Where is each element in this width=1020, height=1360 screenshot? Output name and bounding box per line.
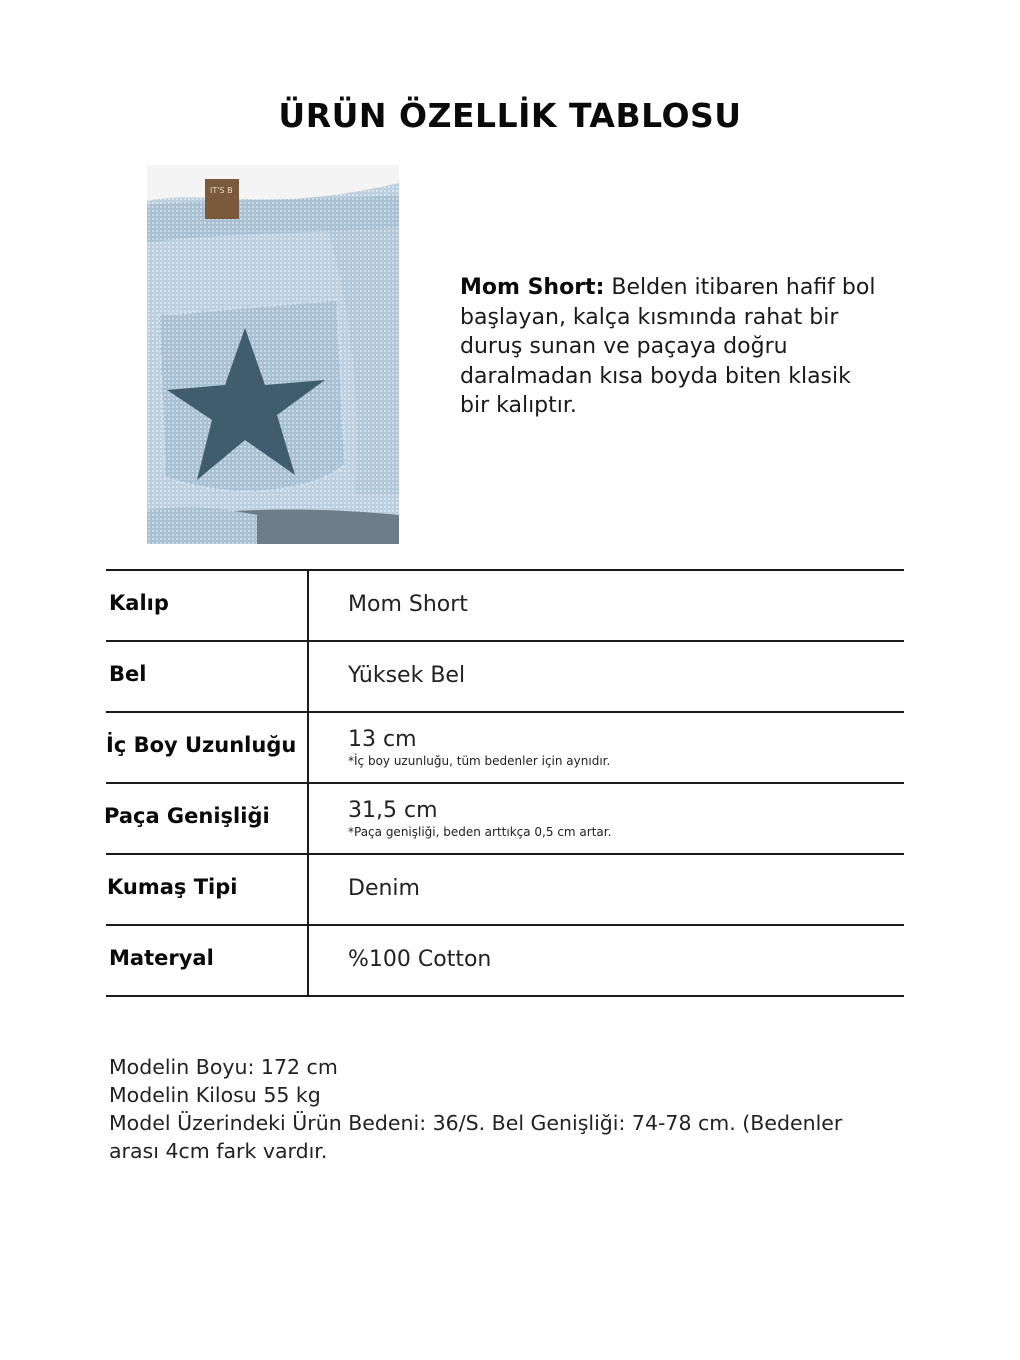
spec-value: 31,5 cm [348, 798, 438, 823]
model-info-line: Modelin Boyu: 172 cm [109, 1055, 338, 1079]
spec-note: *İç boy uzunluğu, tüm bedenler için aynıdır. [348, 754, 611, 768]
spec-row-paca [106, 782, 904, 853]
spec-row-bel [106, 640, 904, 711]
spec-label: Materyal [109, 946, 214, 970]
spec-row-kalip [106, 569, 904, 640]
spec-value: %100 Cotton [348, 947, 492, 972]
description-line: başlayan, kalça kısmında rahat bir [460, 304, 839, 330]
description-line: bir kalıptır. [460, 393, 577, 418]
column-divider [307, 642, 309, 711]
spec-value-group [348, 798, 611, 839]
column-divider [307, 926, 309, 995]
column-divider [307, 713, 309, 782]
column-divider [307, 784, 309, 853]
spec-label: Kumaş Tipi [107, 875, 238, 899]
model-info-line: Model Üzerindeki Ürün Bedeni: 36/S. Bel Genişliği: 74-78 cm. (Bedenler [109, 1111, 843, 1135]
model-info-line: Modelin Kilosu 55 kg [109, 1083, 321, 1107]
product-description [460, 273, 900, 421]
description-line: daralmadan kısa boyda biten klasik [460, 363, 851, 389]
model-info-line: arası 4cm fark vardır. [109, 1139, 328, 1163]
spec-value: Mom Short [348, 592, 468, 617]
spec-value: 13 cm [348, 727, 417, 752]
description-line: duruş sunan ve paçaya doğru [460, 334, 788, 359]
description-line: Belden itibaren hafif bol [611, 275, 876, 300]
column-divider [307, 855, 309, 924]
spec-row-materyal [106, 924, 904, 997]
brand-label-text: IT'S B [210, 186, 233, 195]
column-divider [307, 571, 309, 640]
spec-value: Denim [348, 876, 420, 901]
spec-label: Paça Genişliği [104, 804, 270, 828]
product-image [147, 165, 399, 544]
spec-note: *Paça genişliği, beden arttıkça 0,5 cm artar. [348, 825, 612, 839]
model-info [109, 1053, 909, 1165]
spec-label: Kalıp [109, 591, 169, 615]
spec-row-ic-boy [106, 711, 904, 782]
spec-value-group [348, 727, 610, 768]
spec-label: İç Boy Uzunluğu [106, 733, 297, 757]
spec-row-kumas [106, 853, 904, 924]
spec-table [106, 569, 904, 997]
spec-value: Yüksek Bel [348, 663, 466, 688]
page-title: ÜRÜN ÖZELLİK TABLOSU [278, 96, 742, 135]
spec-label: Bel [109, 662, 147, 686]
description-lead: Mom Short: [460, 275, 605, 300]
